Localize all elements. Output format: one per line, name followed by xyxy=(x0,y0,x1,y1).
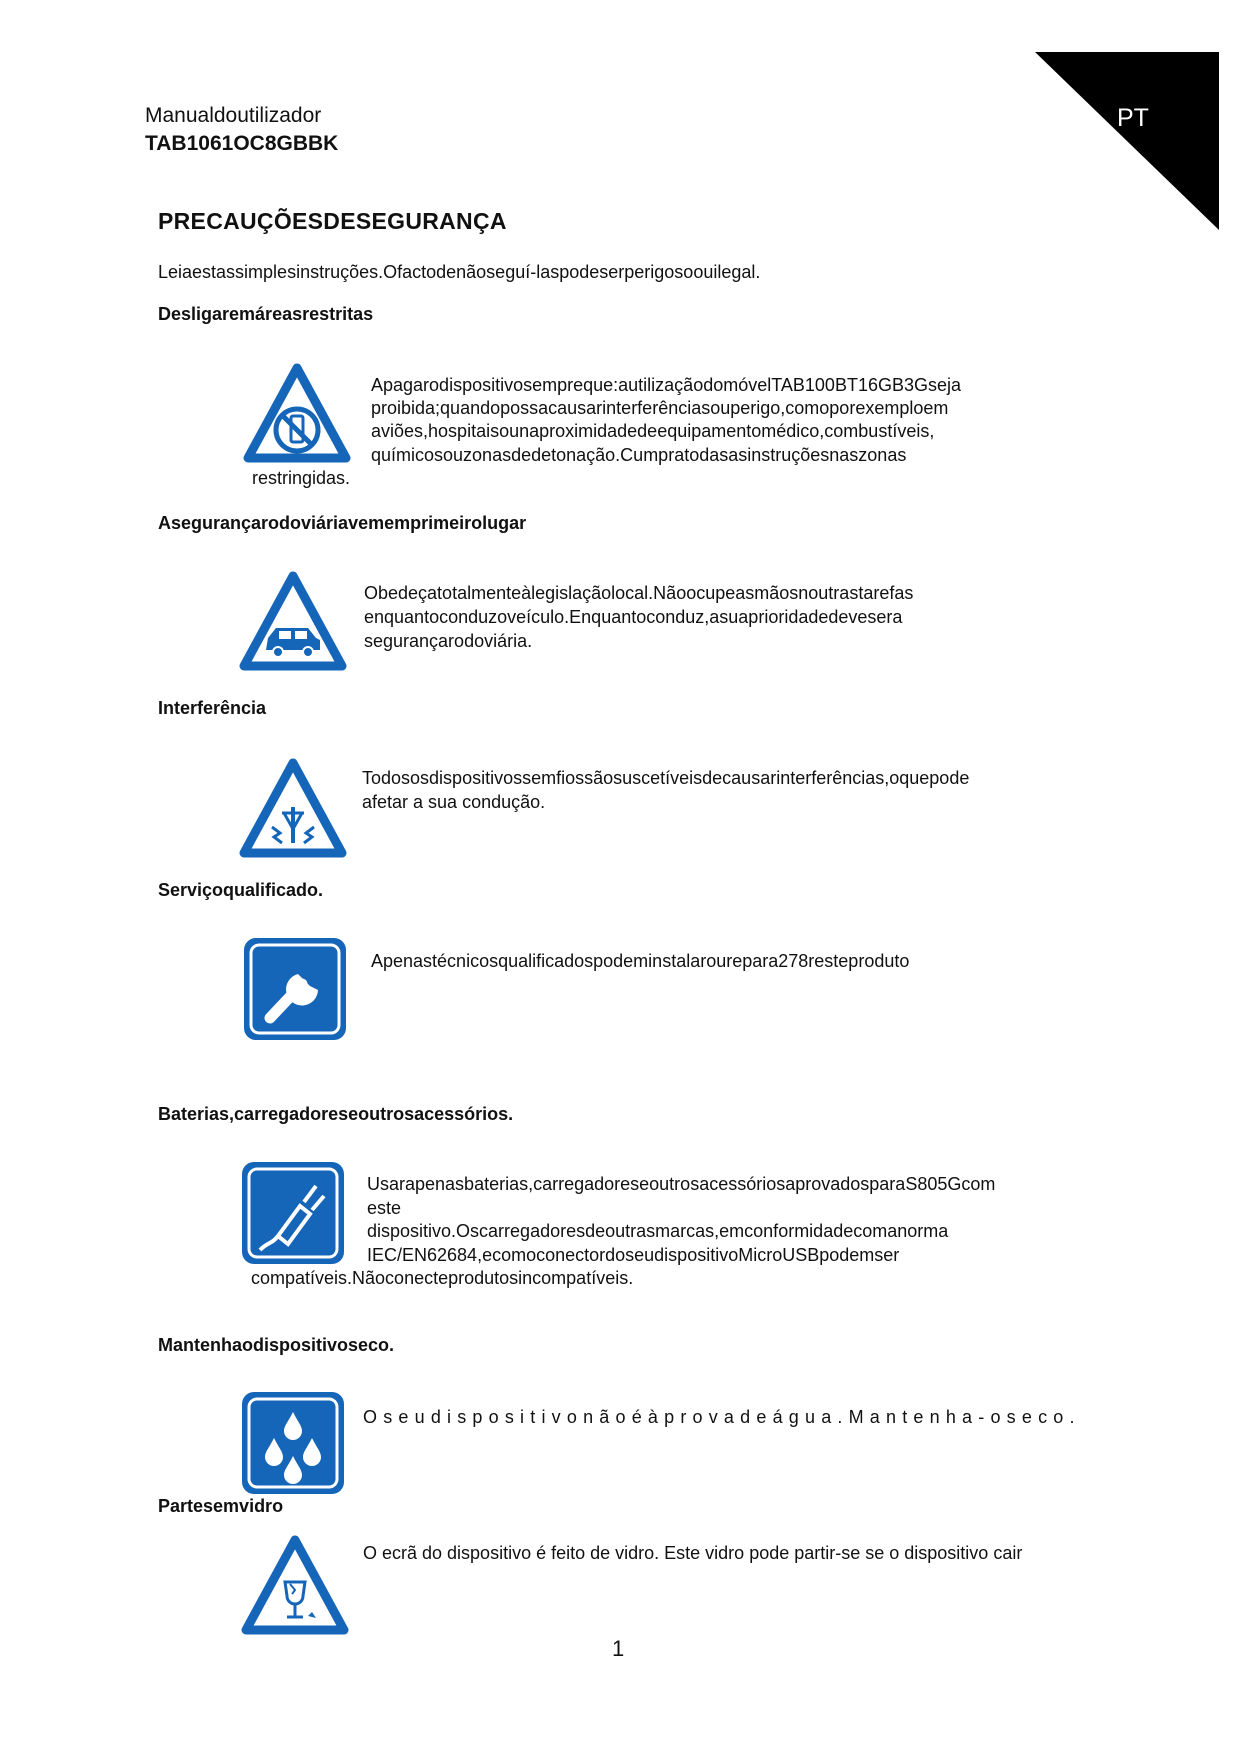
section-text-line: Apenastécnicosqualificadospodeminstalarourepara278resteproduto xyxy=(371,951,910,971)
section-text-line: restringidas. xyxy=(252,468,351,488)
section-text-line: afetar a sua condução. xyxy=(362,792,546,812)
section-heading-keep-dry: Mantenhaodispositivoseco. xyxy=(158,1335,395,1355)
charger-plug-icon xyxy=(238,1158,348,1268)
manual-title: Manualdoutilizador xyxy=(145,104,322,127)
section-text-line: Oseudispositivonãoéàprovadeágua.Mantenha-oseco. xyxy=(363,1407,1081,1427)
section-heading-glass-parts: Partesemvidro xyxy=(158,1496,284,1516)
section-heading-batteries: Baterias,carregadoreseoutrosacessórios. xyxy=(158,1104,514,1124)
corner-tab xyxy=(1035,52,1219,230)
section-text-line: proibida;quandopossacausarinterferênciasouperigo,comoporexemploem xyxy=(371,398,949,418)
section-text-line: IEC/EN62684,ecomoconectordoseudispositivoMicroUSBpodemser xyxy=(367,1245,900,1265)
section-text-line: segurançarodoviária. xyxy=(364,631,533,651)
section-text-line: Todososdispositivossemfiossãosuscetíveisdecausarinterferências,oquepode xyxy=(362,768,970,788)
section-text-line: Obedeçatotalmenteàlegislaçãolocal.Nãoocupeasmãosnoutrastarefas xyxy=(364,583,914,603)
section-text-line: O ecrã do dispositivo é feito de vidro. Este vidro pode partir-se se o dispositivo cair xyxy=(363,1543,1023,1563)
wrench-icon xyxy=(240,934,350,1044)
section-text-line: compatíveis.Nãoconecteprodutosincompatíveis. xyxy=(251,1268,634,1288)
section-text-line: dispositivo.Oscarregadoresdeoutrasmarcas,emconformidadecomanorma xyxy=(367,1221,949,1241)
section-text-line: aviões,hospitaisounaproximidadedeequipamentomédico,combustíveis, xyxy=(371,421,935,441)
no-phone-icon xyxy=(242,360,352,470)
section-heading-interference: Interferência xyxy=(158,698,267,718)
interference-warning-icon xyxy=(238,755,348,865)
section-text-line: Apagarodispositivosempreque:autilizaçãodomóvelTAB100BT16GB3Gseja xyxy=(371,375,962,395)
section-heading-qualified-service: Serviçoqualificado. xyxy=(158,880,324,900)
water-drops-icon xyxy=(238,1388,348,1498)
section-text-line: químicosouzonasdedetonação.Cumpratodasasinstruçõesnaszonas xyxy=(371,445,907,465)
section-heading-restricted-areas: Desligaremáreasrestritas xyxy=(158,304,374,324)
page-number: 1 xyxy=(612,1636,625,1661)
model-number: TAB1061OC8GBBK xyxy=(145,132,339,155)
section-heading-road-safety: Asegurançarodoviáriavememprimeirolugar xyxy=(158,513,527,533)
page-title: PRECAUÇÕESDESEGURANÇA xyxy=(158,208,507,234)
section-text-line: este xyxy=(367,1198,402,1218)
broken-glass-icon xyxy=(240,1532,350,1642)
language-label: PT xyxy=(1117,104,1149,132)
section-text-line: Usarapenasbaterias,carregadoreseoutrosacessóriosaprovadosparaS805Gcom xyxy=(367,1174,996,1194)
car-warning-icon xyxy=(238,568,348,678)
intro-text: Leiaestassimplesinstruções.Ofactodenãoseguí-laspodeserperigosoouilegal. xyxy=(158,262,761,282)
section-text-line: enquantoconduzoveículo.Enquantoconduz,asuaprioridadedevesera xyxy=(364,607,903,627)
